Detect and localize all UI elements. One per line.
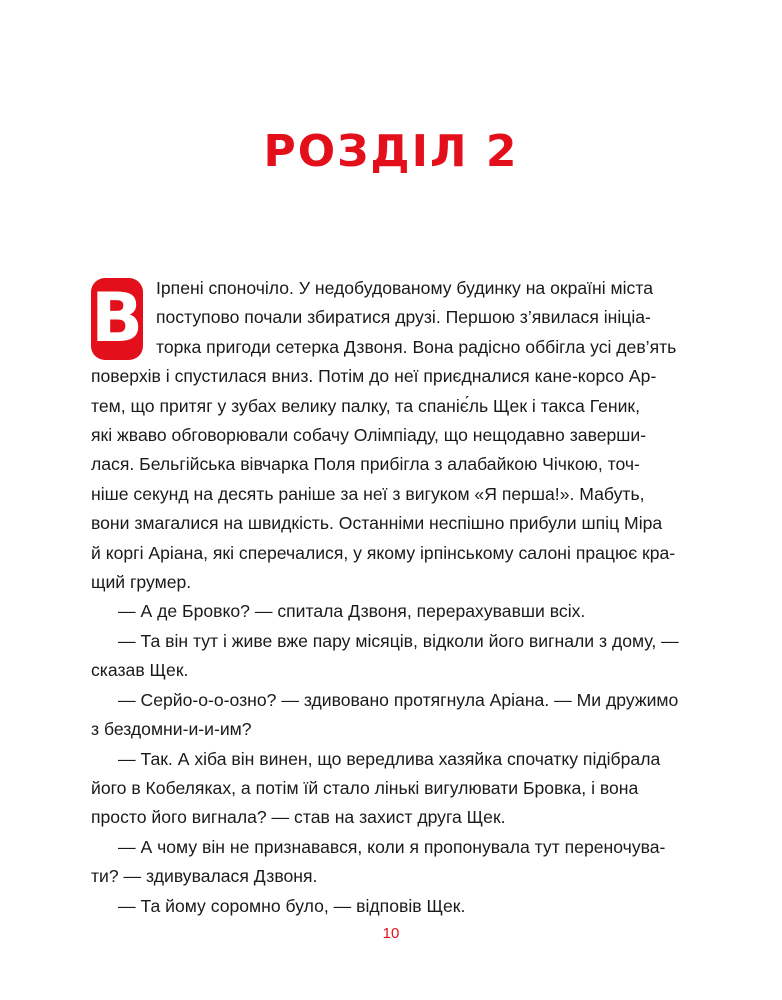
paragraph-line: поверхів і спустилася вниз. Потім до неї приєдналися кане-корсо Ар- — [91, 366, 657, 387]
paragraph-line: Ірпені споночіло. У недобудованому будинку на окраїні міста — [156, 278, 653, 298]
dialogue-line: — А де Бровко? — спитала Дзвоня, перерахувавши всіх. — [118, 601, 586, 622]
paragraph-line: торка пригоди сетерка Дзвоня. Вона радісно оббігла усі дев’ять — [156, 336, 677, 357]
dialogue-line: просто його вигнала? — став на захист друга Щек. — [91, 807, 506, 828]
dialogue-line: сказав Щек. — [91, 660, 189, 681]
drop-cap: В — [91, 279, 143, 358]
dialogue-line: — Та йому соромно було, — відповів Щек. — [118, 895, 466, 916]
dialogue-block — [91, 597, 709, 920]
dialogue-line: ти? — здивувалася Дзвоня. — [91, 866, 318, 887]
dialogue-line: з бездомни-и-и-им? — [91, 719, 252, 740]
paragraph-line: вони змагалися на швидкість. Останніми неспішно прибули шпіц Міра — [91, 513, 663, 534]
body-text — [91, 274, 709, 921]
paragraph-line: поступово почали збиратися друзі. Першою з’явилася ініціа- — [156, 307, 651, 328]
dialogue-line: — Та він тут і живе вже пару місяців, відколи його вигнали з дому, — — [118, 630, 679, 651]
paragraph-line: тем, що притяг у зубах велику палку, та спаніє́ль Щек і такса Геник, — [91, 395, 640, 416]
dialogue-line: його в Кобеляках, а потім їй стало лінькі вигулювати Бровка, і вона — [91, 777, 639, 798]
paragraph-line: які жваво обговорювали собачу Олімпіаду, що нещодавно заверши- — [91, 425, 647, 446]
paragraph-line: щий грумер. — [91, 572, 192, 593]
paragraph-line: ніше секунд на десять раніше за неї з вигуком «Я перша!». Мабуть, — [91, 483, 645, 504]
chapter-title: РОЗДІЛ 2 — [263, 126, 519, 177]
dialogue-line: — А чому він не признавався, коли я пропонувала тут переночува- — [118, 836, 666, 857]
page-number: 10 — [382, 925, 400, 942]
first-paragraph — [91, 274, 709, 597]
dialogue-line: — Так. А хіба він винен, що вередлива хазяйка спочатку підібрала — [118, 748, 661, 769]
paragraph-line: й коргі Аріана, які сперечалися, у якому ірпінському салоні працює кра- — [91, 542, 676, 563]
dialogue-line: — Серйо-о-о-озно? — здивовано протягнула Аріана. — Ми дружимо — [118, 689, 679, 710]
paragraph-line: лася. Бельгійська вівчарка Поля прибігла з алабайкою Чічкою, точ- — [91, 454, 640, 475]
